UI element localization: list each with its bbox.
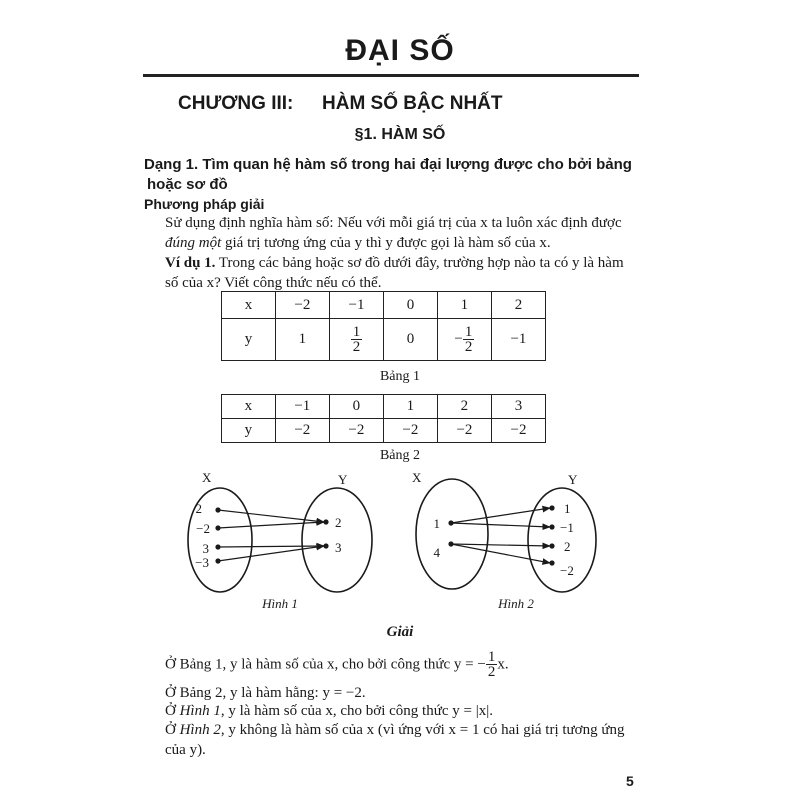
mapping-arrow	[218, 546, 324, 547]
figure-1-diagram	[188, 470, 372, 611]
fraction-sign: −	[454, 331, 463, 347]
definition-text-1: Sử dụng định nghĩa hàm số: Nếu với mỗi giá trị của x ta luôn xác định được	[165, 215, 622, 231]
table-cell: y	[222, 319, 276, 361]
point	[323, 519, 328, 524]
set-x-label: X	[412, 470, 422, 485]
header-rule	[143, 74, 639, 77]
table-cell: 0	[329, 395, 383, 419]
set-x-ellipse	[416, 479, 488, 589]
table-cell: 0	[384, 319, 438, 361]
table-cell: 1	[383, 395, 437, 419]
set-x-label: X	[202, 470, 212, 485]
fraction-numerator: 1	[464, 324, 473, 340]
method-heading: Phương pháp giải	[144, 196, 265, 212]
table-2-row-y	[222, 419, 546, 443]
mapping-arrow	[451, 523, 550, 527]
solution-text: Ở	[165, 703, 180, 719]
example-label: Ví dụ 1.	[165, 255, 216, 271]
table-cell: −1	[275, 395, 329, 419]
example-paragraph	[165, 253, 639, 293]
fraction-positive-half	[351, 325, 363, 354]
left-value: 1	[433, 516, 440, 531]
solution-heading: Giải	[386, 624, 414, 640]
point	[549, 543, 554, 548]
table-cell: −2	[383, 419, 437, 443]
example-text: Trong các bảng hoặc sơ đồ dưới đây, trường hợp nào ta có y là hàm số của x? Viết công thức nếu có thể.	[165, 255, 624, 291]
fraction-negative-half	[463, 325, 475, 354]
point	[549, 524, 554, 529]
point	[323, 543, 328, 548]
right-value: −2	[560, 563, 574, 578]
solution-figure-ref: Hình 2	[179, 722, 221, 738]
set-y-label: Y	[338, 472, 348, 487]
table-cell: 3	[491, 395, 545, 419]
table-cell: −2	[437, 419, 491, 443]
mapping-arrow	[451, 544, 550, 546]
right-value: 2	[335, 515, 342, 530]
right-value: 3	[335, 540, 342, 555]
table-cell: 0	[384, 292, 438, 319]
section-title: §1. HÀM SỐ	[354, 126, 446, 143]
problem-type-line-2: hoặc sơ đồ	[147, 176, 228, 193]
left-value: −3	[195, 555, 209, 570]
table-2-caption: Bảng 2	[379, 448, 421, 463]
table-1-caption: Bảng 1	[379, 369, 421, 384]
page-number: 5	[626, 773, 634, 789]
solution-line-1	[165, 650, 640, 679]
point	[549, 560, 554, 565]
fraction-numerator: 1	[487, 649, 496, 665]
solution-text: Ở	[165, 722, 180, 738]
left-value: 3	[202, 541, 209, 556]
definition-emphasis: đúng một	[165, 235, 222, 251]
table-cell: 2	[491, 292, 545, 319]
point	[549, 505, 554, 510]
table-cell: −2	[275, 419, 329, 443]
table-cell: 1	[275, 319, 329, 361]
right-value: 2	[564, 539, 571, 554]
table-cell: x	[222, 395, 276, 419]
table-cell: −2	[491, 419, 545, 443]
set-y-label: Y	[568, 472, 578, 487]
definition-text-2: giá trị tương ứng của y thì y được gọi là hàm số của x.	[221, 235, 551, 251]
figure-1-caption: Hình 1	[262, 596, 298, 611]
solution-text: , y là hàm số của x, cho bởi công thức y = |x|.	[220, 703, 493, 719]
fraction-denominator: 2	[487, 664, 496, 680]
mapping-arrow	[218, 522, 324, 528]
book-part-title: ĐẠI SỐ	[345, 34, 455, 67]
solution-figure-ref: Hình 1	[179, 703, 221, 719]
fraction-denominator: 2	[352, 339, 361, 355]
table-cell: y	[222, 419, 276, 443]
left-value: −2	[196, 521, 210, 536]
table-1	[221, 291, 546, 361]
solution-line-3	[165, 701, 640, 721]
solution-text: Ở Bảng 1, y là hàm số của x, cho bởi công thức y = −	[165, 656, 486, 673]
figure-2-diagram	[412, 470, 596, 611]
solution-line-4	[165, 720, 640, 760]
fraction-denominator: 2	[464, 339, 473, 355]
solution-line-2: Ở Bảng 2, y là hàm hằng: y = −2.	[165, 685, 366, 701]
solution-text-end: x.	[497, 656, 509, 673]
problem-type-heading	[144, 155, 644, 195]
chapter-name: HÀM SỐ BẬC NHẤT	[322, 93, 503, 114]
table-cell: x	[222, 292, 276, 319]
definition-paragraph	[165, 213, 639, 253]
mapping-diagrams	[150, 462, 650, 622]
table-1-row-x	[222, 292, 546, 319]
table-cell: −1	[329, 292, 383, 319]
table-cell: −2	[275, 292, 329, 319]
chapter-number: CHƯƠNG III:	[178, 93, 294, 114]
problem-type-line-1: Dạng 1. Tìm quan hệ hàm số trong hai đại lượng được cho bởi bảng	[144, 156, 632, 173]
table-2-row-x	[222, 395, 546, 419]
right-value: −1	[560, 520, 574, 535]
table-cell-fraction	[329, 319, 383, 361]
left-value: 2	[195, 501, 202, 516]
right-value: 1	[564, 501, 571, 516]
figure-2-caption: Hình 2	[498, 596, 534, 611]
table-cell: 2	[437, 395, 491, 419]
mapping-arrow	[218, 546, 324, 561]
table-2	[221, 394, 546, 443]
table-cell: 1	[437, 292, 491, 319]
table-cell: −1	[491, 319, 545, 361]
left-value: 4	[433, 545, 440, 560]
solution-text: , y không là hàm số của x (vì ứng với x = 1 có hai giá trị tương ứng của y).	[165, 722, 625, 758]
mapping-arrow	[451, 508, 550, 523]
fraction-numerator: 1	[352, 324, 361, 340]
table-cell-fraction	[437, 319, 491, 361]
solution-fraction	[486, 650, 498, 679]
mapping-arrow	[451, 544, 550, 563]
table-1-row-y	[222, 319, 546, 361]
table-cell: −2	[329, 419, 383, 443]
